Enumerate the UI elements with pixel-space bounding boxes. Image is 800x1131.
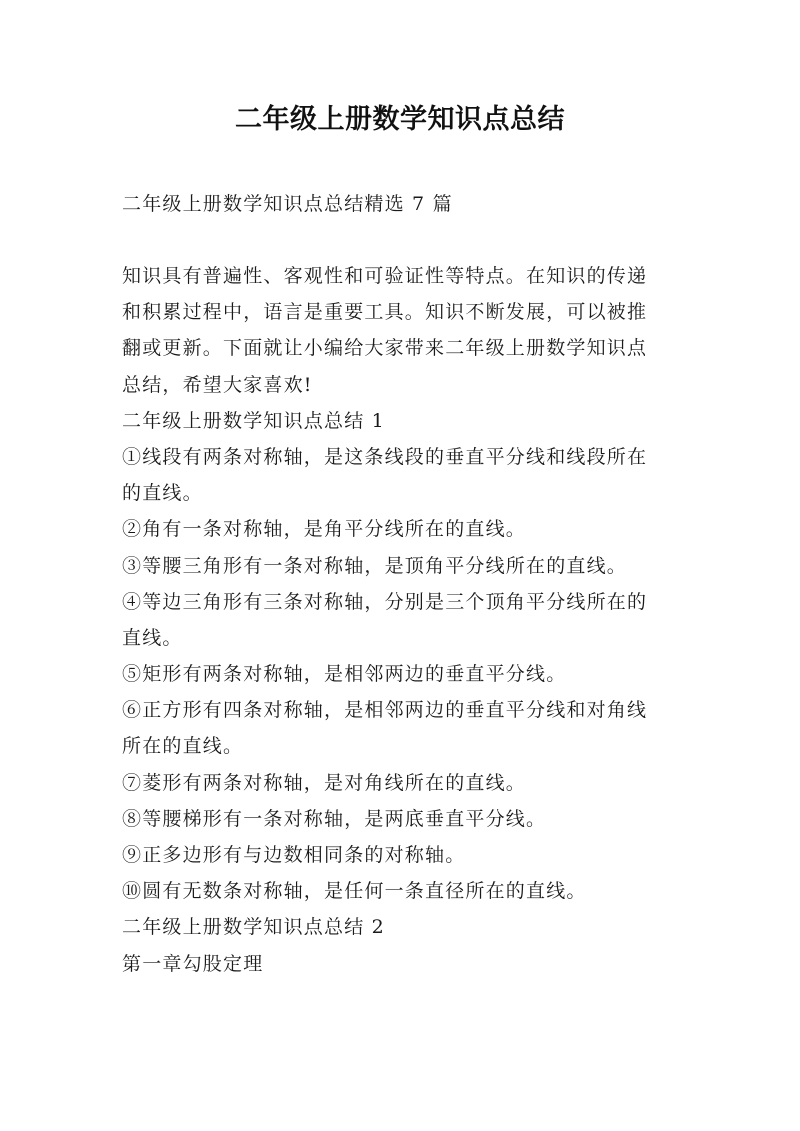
list-item: ⑩圆有无数条对称轴，是任何一条直径所在的直线。	[122, 880, 587, 903]
text-line: 和积累过程中，语言是重要工具。知识不断发展，可以被推	[122, 301, 648, 324]
section-heading: 二年级上册数学知识点总结 2	[122, 916, 385, 939]
text-line: 翻或更新。下面就让小编给大家带来二年级上册数学知识点	[122, 337, 648, 360]
body-paragraph	[122, 258, 682, 982]
list-item: ⑦菱形有两条对称轴，是对角线所在的直线。	[122, 771, 527, 794]
list-item: ⑧等腰梯形有一条对称轴，是两底垂直平分线。	[122, 807, 547, 830]
list-item-continuation: 直线。	[122, 626, 183, 649]
list-item: ⑨正多边形有与边数相同条的对称轴。	[122, 844, 466, 866]
list-item: ⑥正方形有四条对称轴，是相邻两边的垂直平分线和对角线	[122, 699, 648, 722]
list-item: ④等边三角形有三条对称轴，分别是三个顶角平分线所在的	[122, 590, 648, 613]
list-item: ③等腰三角形有一条对称轴，是顶角平分线所在的直线。	[122, 554, 628, 577]
document-title: 二年级上册数学知识点总结	[235, 104, 565, 135]
list-item: ①线段有两条对称轴，是这条线段的垂直平分线和线段所在	[122, 445, 648, 468]
text-line: 总结，希望大家喜欢!	[122, 373, 313, 396]
list-item: ②角有一条对称轴，是角平分线所在的直线。	[122, 518, 527, 541]
document-subtitle: 二年级上册数学知识点总结精选 7 篇	[122, 193, 453, 215]
section-heading: 二年级上册数学知识点总结 1	[122, 409, 385, 432]
chapter-heading: 第一章勾股定理	[122, 952, 264, 975]
text-line: 知识具有普遍性、客观性和可验证性等特点。在知识的传递	[122, 265, 648, 287]
document-body	[122, 258, 682, 982]
list-item-continuation: 所在的直线。	[122, 735, 244, 758]
list-item: ⑤矩形有两条对称轴，是相邻两边的垂直平分线。	[122, 663, 567, 686]
list-item-continuation: 的直线。	[122, 482, 203, 505]
